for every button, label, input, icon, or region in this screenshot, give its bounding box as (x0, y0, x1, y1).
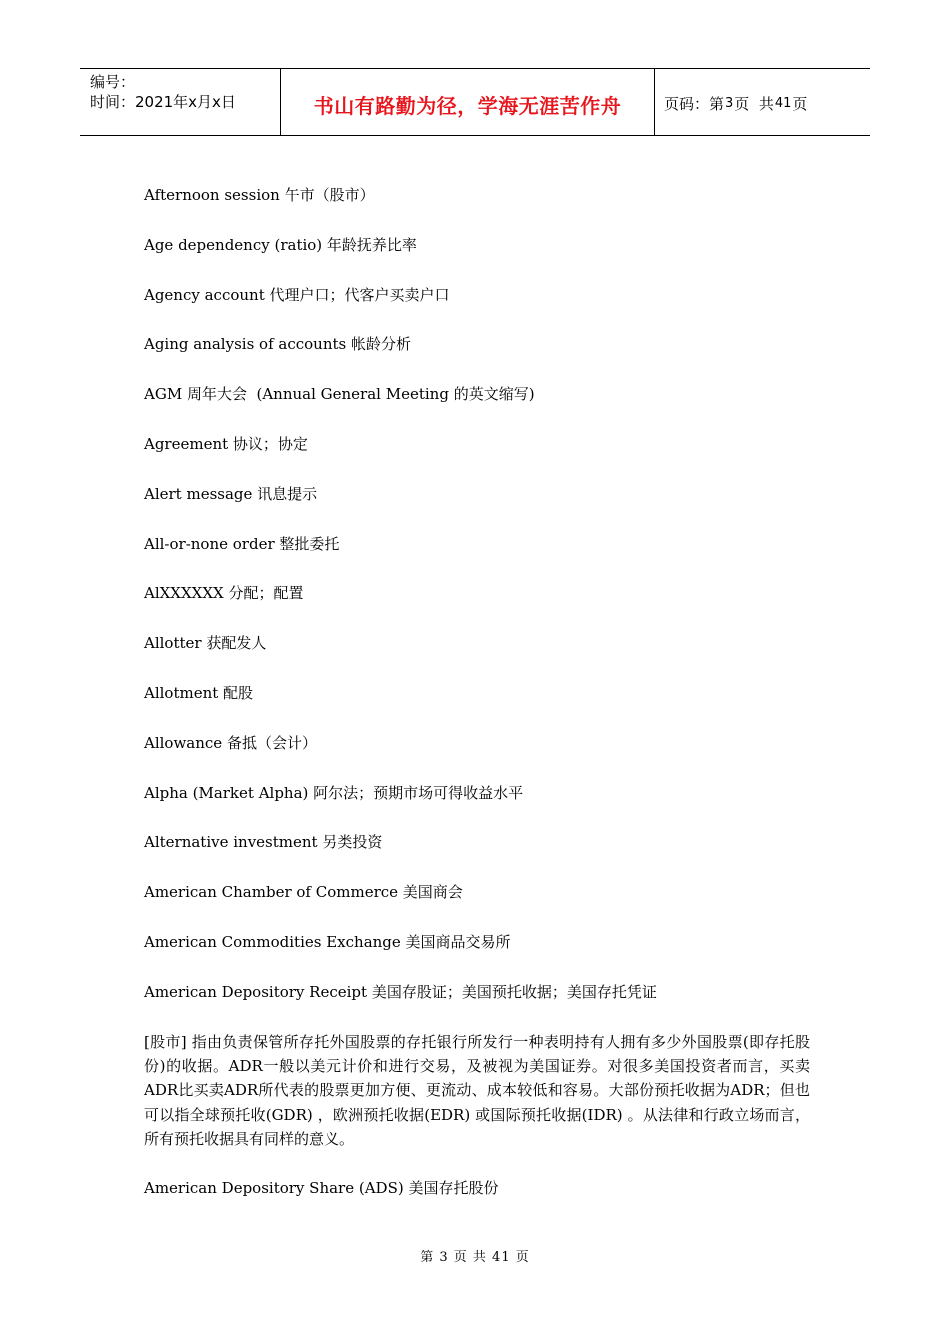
glossary-entry: AGM 周年大会 (Annual General Meeting 的英文缩写) (144, 385, 535, 404)
glossary-entry: AlXXXXXX 分配；配置 (144, 584, 304, 603)
glossary-entry: Alert message 讯息提示 (144, 484, 318, 503)
motto: 书山有路勤为径，学海无涯苦作舟 (313, 93, 622, 118)
glossary-list (144, 183, 814, 1226)
header-table (80, 68, 870, 136)
page-suffix: 页 (792, 94, 808, 113)
glossary-entry: Agreement 协议；协定 (144, 434, 308, 453)
glossary-entry: Afternoon session 午市（股市） (144, 186, 375, 204)
page-current: 3 (725, 95, 734, 111)
glossary-entry: Age dependency (ratio) 年龄抚养比率 (144, 235, 417, 254)
glossary-entry: American Depository Share (ADS) 美国存托股份 (144, 1179, 499, 1198)
page-prefix: 页码：第 (664, 94, 725, 113)
glossary-entry: Alternative investment 另类投资 (144, 833, 383, 852)
time-label: 时间：2021年x月x日 (90, 93, 236, 111)
glossary-entry: American Depository Receipt 美国存股证；美国预托收据；美国存托凭证 (144, 982, 657, 1001)
page-total: 41 (774, 95, 792, 111)
glossary-entry: All-or-none order 整批委托 (144, 534, 340, 553)
glossary-entry: American Chamber of Commerce 美国商会 (144, 883, 463, 902)
glossary-entry: Allotter 获配发人 (144, 634, 267, 653)
serial-label: 编号： (90, 73, 136, 91)
header-info-cell (80, 69, 281, 135)
glossary-entry: Alpha (Market Alpha) 阿尔法；预期市场可得收益水平 (144, 783, 524, 802)
glossary-entry: American Commodities Exchange 美国商品交易所 (144, 932, 511, 951)
header-page-cell (655, 69, 870, 135)
glossary-entry: Allowance 备抵（会计） (144, 733, 317, 752)
page-mid: 页 共 (734, 94, 774, 113)
glossary-entry: Allotment 配股 (144, 683, 254, 702)
definition-paragraph: [股市] 指由负责保管所存托外国股票的存托银行所发行一种表明持有人拥有多少外国股票(即存托股份)的收据。ADR一般以美元计价和进行交易，及被视为美国证券。对很多美国投资者而言，买卖ADR比买卖ADR所代表的股票更加方便、更流动、成本较低和容易。大部份预托收据为ADR；但也可以指全球预托收(GDR) ，欧洲预托收据(EDR) 或国际预托收据(IDR) 。从法律和行政立场而言，所有预托收据具有同样的意义。 (144, 1032, 810, 1149)
glossary-entry: Agency account 代理户口；代客户买卖户口 (144, 285, 450, 304)
header-motto-cell (281, 69, 655, 135)
glossary-entry: Aging analysis of accounts 帐龄分析 (144, 335, 411, 354)
page-footer: 第 3 页 共 41 页 (420, 1250, 530, 1265)
